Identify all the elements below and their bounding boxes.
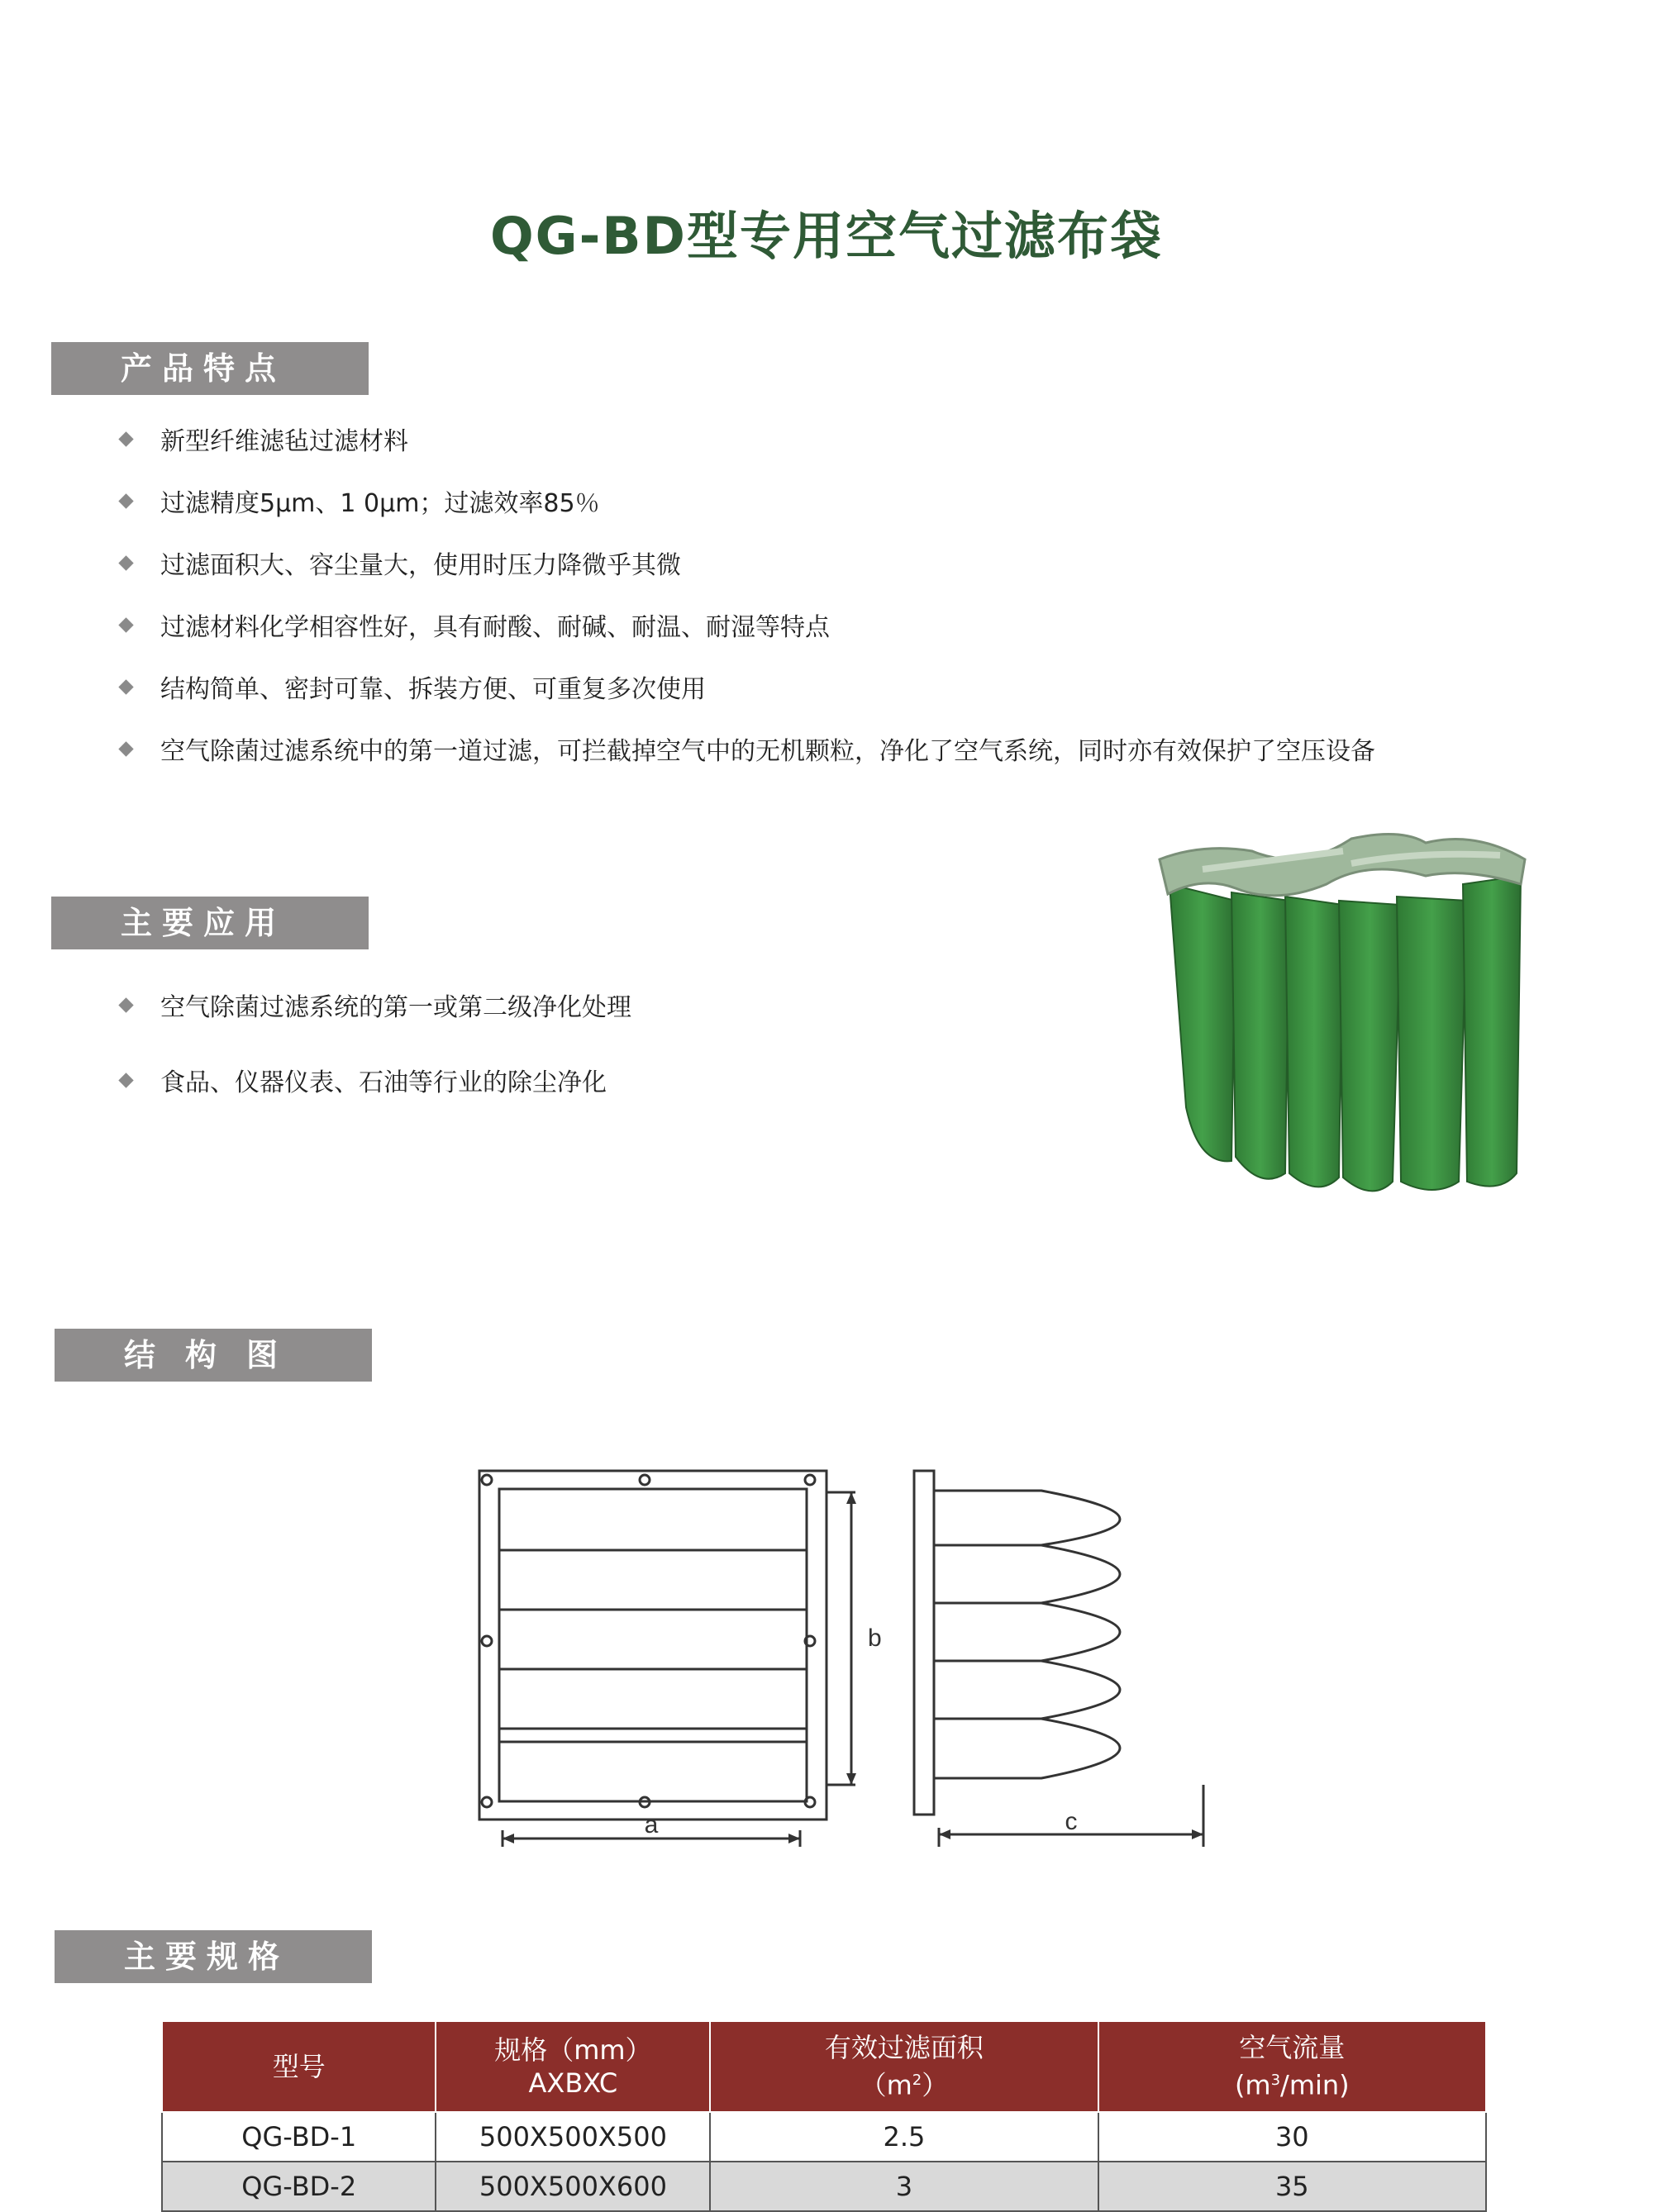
- applications-heading: 主要应用: [51, 897, 369, 949]
- diamond-bullet-icon: [118, 493, 133, 508]
- table-row: [162, 2162, 1486, 2211]
- list-item: [116, 1067, 631, 1142]
- feature-text: 过滤材料化学相容性好，具有耐酸、耐碱、耐温、耐湿等特点: [160, 613, 830, 642]
- header-area: [710, 2021, 1098, 2112]
- list-item: [116, 992, 631, 1067]
- structure-diagram: [463, 1454, 1223, 1859]
- header-flow: [1098, 2021, 1486, 2112]
- application-text: 空气除菌过滤系统的第一或第二级净化处理: [160, 993, 631, 1022]
- features-heading: 产品特点: [51, 342, 369, 395]
- diamond-bullet-icon: [118, 741, 133, 756]
- dimension-label-b: b: [868, 1625, 882, 1652]
- list-item: [116, 611, 1375, 673]
- list-item: [116, 673, 1375, 735]
- feature-text: 新型纤维滤毡过滤材料: [160, 427, 408, 456]
- header-model: 型号: [162, 2021, 436, 2112]
- structure-heading: 结构图: [55, 1329, 372, 1382]
- page-title: QG-BD型专用空气过滤布袋: [489, 206, 1164, 266]
- features-list: [116, 426, 1375, 797]
- cell-size: 500X500X500: [436, 2112, 710, 2162]
- header-area-unit: （m: [860, 2069, 912, 2101]
- diamond-bullet-icon: [118, 679, 133, 694]
- applications-list: [116, 992, 631, 1142]
- table-row: [162, 2112, 1486, 2162]
- feature-text: 结构简单、密封可靠、拆装方便、可重复多次使用: [160, 675, 706, 704]
- cell-flow: 30: [1098, 2112, 1486, 2162]
- diamond-bullet-icon: [118, 1073, 133, 1087]
- dimension-label-a: a: [644, 1811, 659, 1839]
- list-item: [116, 549, 1375, 611]
- cell-area: 3: [710, 2162, 1098, 2211]
- cell-model: QG-BD-2: [162, 2162, 436, 2211]
- diamond-bullet-icon: [118, 431, 133, 446]
- diamond-bullet-icon: [118, 997, 133, 1012]
- header-size-line2: AXBXC: [528, 2067, 618, 2099]
- header-area-line1: 有效过滤面积: [824, 2032, 984, 2064]
- specs-table: [161, 2020, 1487, 2212]
- cell-area: 2.5: [710, 2112, 1098, 2162]
- list-item: [116, 735, 1375, 797]
- header-area-close: ）: [922, 2069, 949, 2101]
- header-flow-unit: (m: [1234, 2069, 1271, 2101]
- header-flow-sup: 3: [1270, 2072, 1281, 2090]
- application-text: 食品、仪器仪表、石油等行业的除尘净化: [160, 1068, 607, 1097]
- feature-text: 过滤精度5μm、1 0μm；过滤效率85％: [160, 489, 600, 518]
- cell-model: QG-BD-1: [162, 2112, 436, 2162]
- header-flow-close: /min): [1280, 2069, 1350, 2101]
- diamond-bullet-icon: [118, 617, 133, 632]
- feature-text: 空气除菌过滤系统中的第一道过滤，可拦截掉空气中的无机颗粒，净化了空气系统，同时亦有效保护了空压设备: [160, 737, 1375, 766]
- table-header-row: [162, 2021, 1486, 2112]
- header-size: [436, 2021, 710, 2112]
- specs-heading: 主要规格: [55, 1930, 372, 1983]
- cell-size: 500X500X600: [436, 2162, 710, 2211]
- list-item: [116, 426, 1375, 488]
- diamond-bullet-icon: [118, 555, 133, 570]
- header-flow-line1: 空气流量: [1239, 2032, 1346, 2064]
- bag-filter-photo: [1153, 826, 1533, 1202]
- header-size-line1: 规格（mm）: [494, 2034, 652, 2066]
- feature-text: 过滤面积大、容尘量大，使用时压力降微乎其微: [160, 551, 681, 580]
- cell-flow: 35: [1098, 2162, 1486, 2211]
- dimension-label-c: c: [1065, 1808, 1078, 1835]
- header-area-sup: 2: [912, 2072, 922, 2090]
- list-item: [116, 488, 1375, 549]
